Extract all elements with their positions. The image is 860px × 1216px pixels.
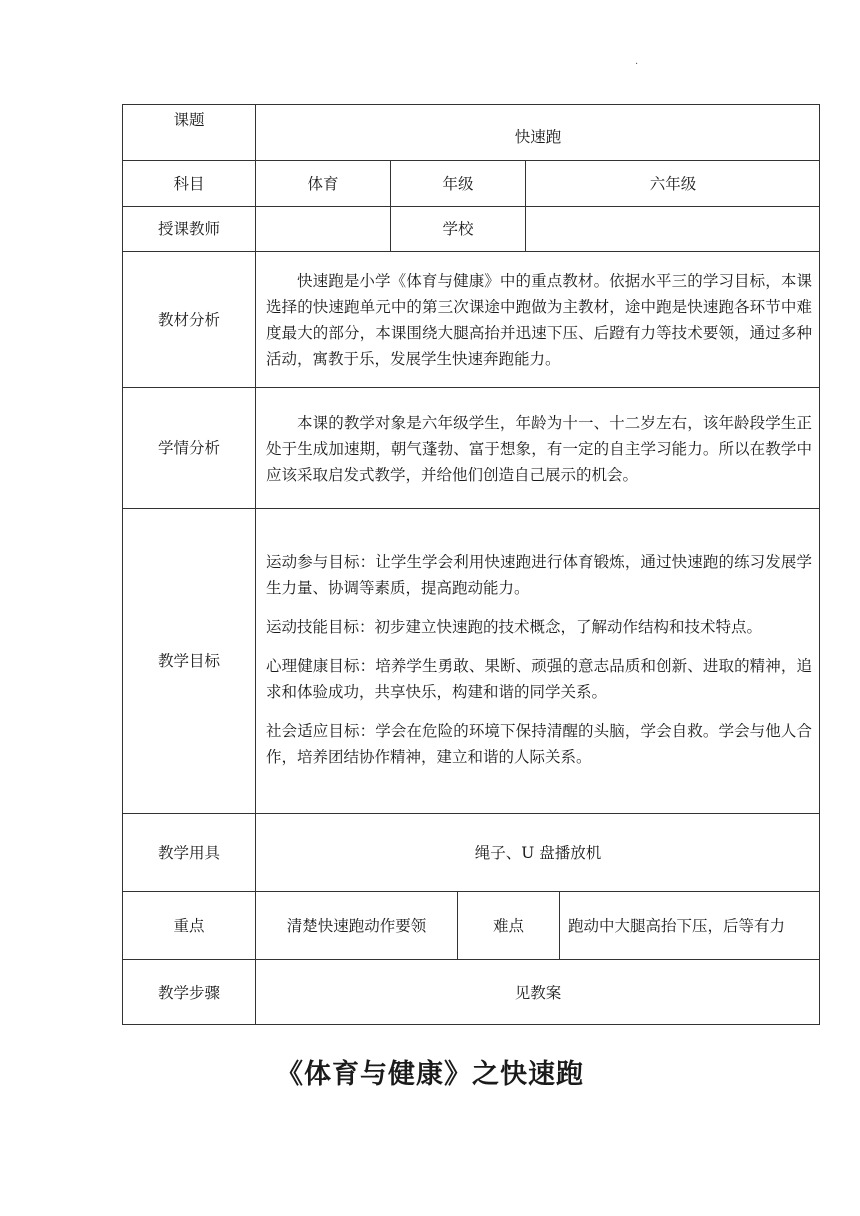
document-title: 《体育与健康》之快速跑 [276, 1059, 584, 1090]
students-label: 学情分析 [122, 387, 255, 508]
steps-label: 教学步骤 [122, 959, 255, 1025]
student-analysis [255, 387, 820, 508]
subject-label: 科目 [122, 160, 255, 206]
students-text: 本课的教学对象是六年级学生，年龄为十一、十二岁左右，该年龄段学生正处于生成加速期，朝气蓬勃、富于想象，有一定的自主学习能力。所以在教学中应该采取启发式教学，并给他们创造自己展示的机会。 [266, 414, 812, 484]
school-value [525, 206, 820, 251]
topic-value: 快速跑 [255, 104, 820, 160]
grade-label: 年级 [390, 160, 525, 206]
key-point-value: 清楚快速跑动作要领 [255, 891, 457, 959]
goals-label: 教学目标 [122, 508, 255, 813]
school-label: 学校 [390, 206, 525, 251]
key-point-label: 重点 [122, 891, 255, 959]
difficulty-value: 跑动中大腿高抬下压，后等有力 [559, 891, 820, 959]
goal-social: 社会适应目标：学会在危险的环境下保持清醒的头脑，学会自救。学会与他人合作，培养团结协作精神，建立和谐的人际关系。 [266, 722, 812, 766]
teacher-label: 授课教师 [122, 206, 255, 251]
material-analysis [255, 251, 820, 387]
grade-value: 六年级 [525, 160, 820, 206]
teaching-goals [255, 508, 820, 813]
subject-value: 体育 [255, 160, 390, 206]
topic-label: 课题 [122, 104, 255, 160]
teacher-value [255, 206, 390, 251]
material-label: 教材分析 [122, 251, 255, 387]
tools-value: 绳子、U 盘播放机 [255, 813, 820, 891]
steps-value: 见教案 [255, 959, 820, 1025]
tools-label: 教学用具 [122, 813, 255, 891]
goal-participation: 运动参与目标：让学生学会利用快速跑进行体育锻炼，通过快速跑的练习发展学生力量、协调等素质，提高跑动能力。 [266, 553, 812, 597]
goal-mental-health: 心理健康目标：培养学生勇敢、果断、顽强的意志品质和创新、进取的精神，追求和体验成功，共享快乐，构建和谐的同学关系。 [266, 657, 812, 701]
difficulty-label: 难点 [457, 891, 559, 959]
material-text: 快速跑是小学《体育与健康》中的重点教材。依据水平三的学习目标，本课选择的快速跑单元中的第三次课途中跑做为主教材，途中跑是快速跑各环节中难度最大的部分，本课围绕大腿高抬并迅速下压、后蹬有力等技术要领，通过多种活动，寓教于乐，发展学生快速奔跑能力。 [266, 271, 812, 368]
page-mark: . [635, 56, 639, 67]
lesson-plan-table [122, 104, 820, 1025]
goal-skill: 运动技能目标：初步建立快速跑的技术概念，了解动作结构和技术特点。 [266, 618, 763, 636]
